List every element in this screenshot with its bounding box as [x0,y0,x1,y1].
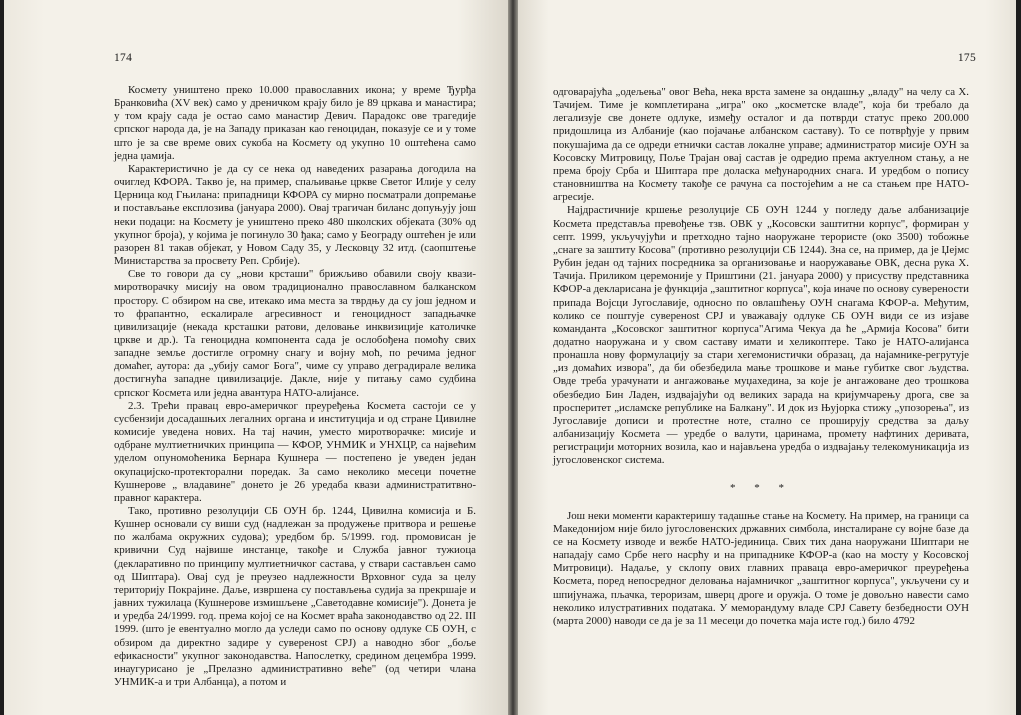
left-page [4,0,508,715]
right-paragraph-3: Још неки моменти карактеришу тадашње стање на Космету. На пример, на граници са Македонијом није било југословенских државних симбола, инсталиране су војне базе да се на Космету изводе и вежбе НАТО-јединица. Свих тих дана наоружани Шиптари не нападају само Србе него насрћу и на припаднике КФОР-а (као на мосту у Косовској Митровици). Надаље, у склопу ових главних праваца евро-америчког преуређења Космета, поред непосредног деловања најамничког „заштитног корпуса", укључени су и шпијунажа, пљачка, тероризам, шверц дроге и оружја. О томе је довољно навести само неколико илустративних података. У меморандуму владе СРЈ Савету безбедности ОУН (марта 2000) наводи се да је за 11 месеци до почетка маја исте год.) било 4792 [553,509,969,627]
section-separator: * * * [730,481,792,494]
right-paragraph-1: одговарајућа „одељења" овог Већа, нека врста замене за ондашњу „владу" на челу са Х. Тачијем. Тиме је комплетирана „игра" око „косметске владе", која би требало да легализује све донете одлуке, између осталог и да потврди статус преко 200.000 придошлица из Албаније (као појачање албанском саставу). То се потврђује у првим покушајима да се одреди етнички састав локалне управе; администратор мисије ОУН за Косовску Митровицу, Пољe Трајан овај састав је одредио према актуелном стању, а не према броју Срба и Шиптара пре доласка међународних снага. И уредбом о попису становништва на Космету такође се рачуна са постојећим а не са стањем пре НАТО-агресије. [553,86,969,204]
left-paragraph-5: Тако, противно резолуцији СБ ОУН бр. 1244, Цивилна комисија и Б. Кушнер основали су виши суд (надлежан за продужење притвора и решење по жалбама окружних судова); уредбом бр. 5/1999. год. промовисан је кривични Суд највише инстанце, такође и Служба јавног тужиоца (декларативно по принципу мултиетничког састава, у ствари састављен само од Шиптара). Овај суд је преузео надлежности Врховног суда за целу територију Покрајине. Даље, извршена су постављења судија за прекршаје и јавних тужилаца (Кушнерове измишљене „Саветодавне комисије"). Донета је и уредба 24/1999. год. према којој се на Космет враћа законодавство од 22. III 1999. (што је евентуално могло да уследи само по основу одлуке СБ ОУН, с обзиром да директно задире у суверенost СРЈ) а наводно због „боље ефикасности" укупног законодавства. Напослетку, средином децембра 1999. инаугурисано је „Прелазно административно веће" (од четири члана УНМИК-а и три Албанца), а потом и [114,505,476,689]
left-page-number: 174 [114,52,133,64]
right-paragraph-2: Најдрастичније кршење резолуције СБ ОУН 1244 у погледу даље албанизације Космета представља превођење тзв. ОВК у „Косовски заштитни корпус", формиран у септ. 1999, укључујући и претходно тајно наоружане терористе (око 3500) тобожње „снаге за заштиту Косова" (противно резолуцији СБ 1244). Зна се, на пример, да је Џејмс Рубин један од тајних посредника за организовање и наоружавање ОВК, десна рука Х. Тачија. Приликом церемоније у Приштини (21. јануара 2000) у присуству представника КФОР-а декларисана је функција „заштитног корпуса", која иначе по основу суверености припада Војсци Југославије, односно по овлашћењу ОУН снагама КФОР-а. Међутим, колико се поштује суверенost СРЈ и уважавају одлуке СБ ОУН види се из изјаве команданта „Косовског заштитног корпуса"Агима Чекуа да ће „Армија Косова" бити додатно наоружана и у свом саставу имати и хеликоптере. Тако је НАТО-алијанса пронашла нову формулацију за стари хегемонистички образац, да најамнике-регрутује „из домаћих извора", да би обезбедила мање трошкове и мање губитке свог људства. Овде треба урачунати и ангажовање муџахедина, за које је ангажоване део трошкова обезбедио Бин Ладен, издвајајући од великих зарада на кријумчарењу дрога, све за просперитет „исламске републике на Балкану". И док из Њујорка стижу „упозорења", из Југославије дописи и протестне ноте, стално се проширују средства за даљу албанизацију Космета — уредбе о валути, царинама, промету нафтиних деривата, регистрацији моторних возила, као и најављена уредба о издвајању телекомуникација из југословенског система. [553,204,969,467]
right-page-number: 175 [957,52,976,64]
book-gutter [508,0,518,715]
left-paragraph-4: 2.3. Трећи правац евро-америчког преуређења Космета састоји се у сусбензији досадашњих легалних органа и институција и од стране Цивилне комисије уведена нових. На тај начин, уместо миротворачке: мисије и одбране мултиетничких принципа — КФОР, УНМИК и УНХЦР, са највећим уделом опуномоћеника Бернара Кушнера — постепено је уведен један окупацијско-протекторални поредак. За само неколико месеци почетне Кушнерове „ владавине" донето је 26 уредаба квази администратитвно-правног карактера. [114,399,476,504]
left-paragraph-1: Космету уништено преко 10.000 православних икона; у време Ђурђа Бранковића (XV век) само у дреничком крају било је 89 цркава и манастира; у том крају сада је остао само манастир Девич. Парадокс ове трагедије српског народа да, је на Западу приказан као геноцидан, показује се и у томе што је за све време ових сукоба на Космету од укупно 10 оштећена само једна џамија. [114,84,476,162]
left-page-text [114,84,476,689]
left-paragraph-2: Карактеристично је да су се нека од наведених разарања догодила на очиглед КФОРА. Такво је, на пример, спаљивање цркве Светог Илије у селу Церница код Гњилана: припадници КФОРА су мирно посматрали допремање и постављање експлозива (јануара 2000). Овај трагичан биланс допуњују још неки подаци: на Космету је уништено преко 480 школских објеката (30% од укупног броја), у којима је погинуло 30 ђака; само у Београду оштећен је или разорен 81 такав објекат, у Новом Саду 35, у Лесковцу 32 итд. (саопштење Министарства за просвету Реп. Србије). [114,162,476,268]
left-paragraph-3: Све то говори да су „нови крсташи" брижљиво обавили своју квази-миротворачку мисију на овом традиционално православном балканском простору. С обзиром на све, итекако има места за тврдњу да су још једном и то фрапантно, ескалирале агресивност и геноцидност западњачке цивилизације (некада крсташки ратови, деловање инквизиције католичке цркве и др.). Та геноцидна компонента сада је ослобођена помоћу свих западне земље достигле огромну снагу и војну моћ, по речима једног домаћег, аутора: да „убију самог Бога", чиме су управо деградирале велика достигнућа западне цивилизације. Дакле, није у питању само судбина српског Космета или једна авантура НАТО-алијансе. [114,268,476,399]
right-page-text [553,86,969,628]
right-page [508,0,1016,715]
